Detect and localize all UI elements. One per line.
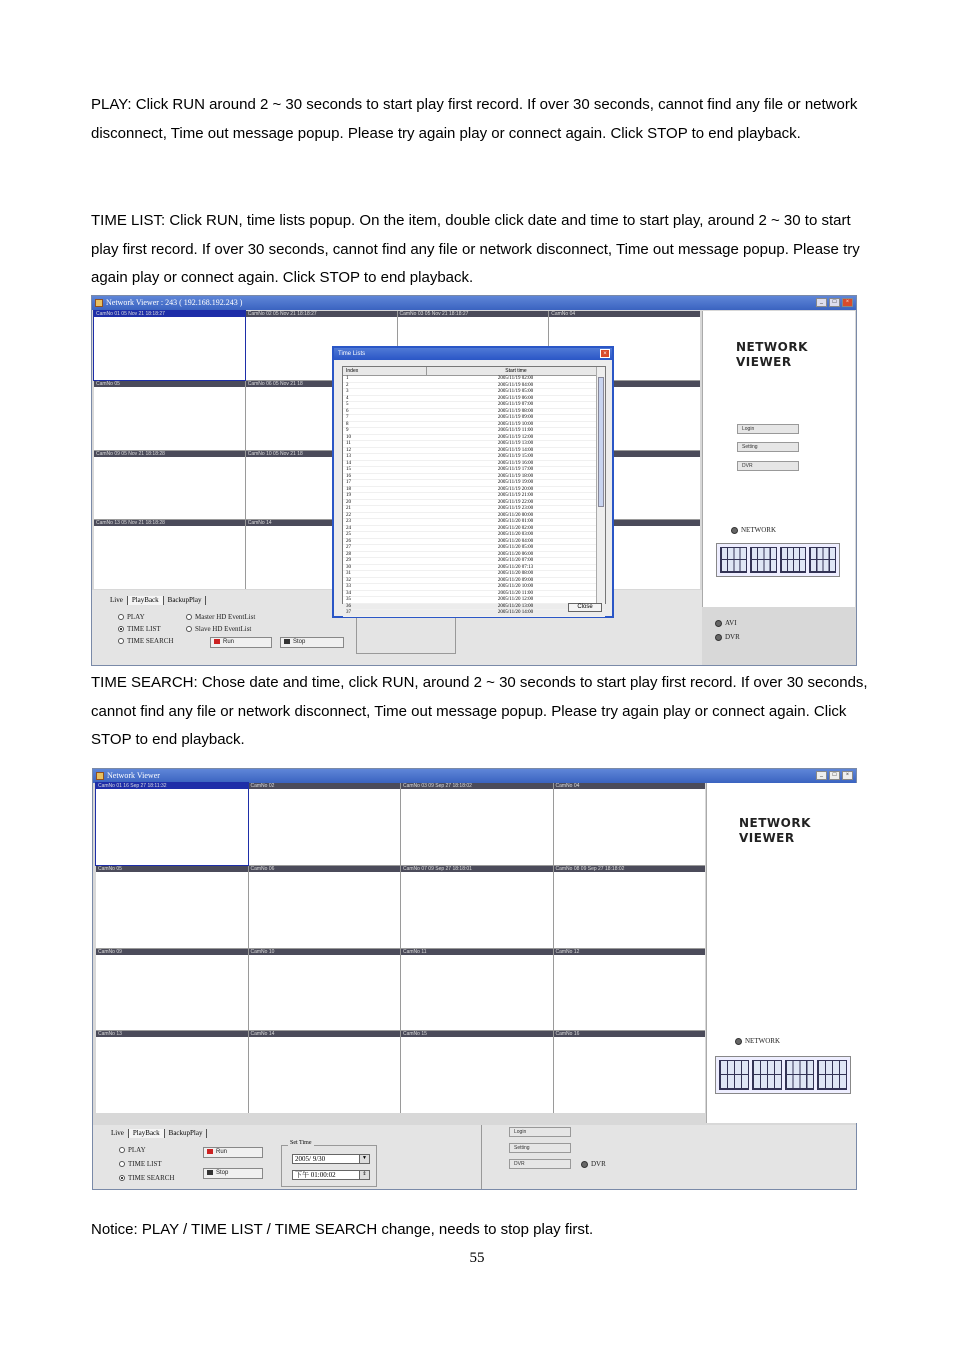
list-item[interactable] <box>343 610 605 617</box>
time-lists-dialog <box>332 346 614 618</box>
row-start-time: 2005/11/19 14:00 <box>497 447 534 453</box>
dvr-button[interactable]: DVR <box>509 1159 571 1169</box>
row-index: 35 <box>346 597 351 602</box>
row-index: 10 <box>346 434 351 440</box>
row-index: 30 <box>346 564 351 570</box>
row-index: 36 <box>346 603 351 609</box>
network-option[interactable]: NETWORK <box>731 526 776 534</box>
stop-icon <box>207 1170 213 1175</box>
side-panel <box>702 311 855 641</box>
row-index: 26 <box>346 538 351 544</box>
play-icon <box>207 1149 213 1154</box>
camera-cell[interactable] <box>96 949 248 1031</box>
row-index: 19 <box>346 493 351 498</box>
row-index: 16 <box>346 473 351 479</box>
layout-icon[interactable] <box>809 547 836 573</box>
camera-cell[interactable] <box>554 866 706 948</box>
playback-panel <box>93 1125 856 1189</box>
close-icon[interactable]: × <box>842 771 853 780</box>
option-time-list[interactable]: TIME LIST <box>119 1159 162 1169</box>
camera-label: CamNo 14 <box>249 1031 401 1037</box>
row-index: 37 <box>346 610 351 615</box>
column-start-time[interactable]: Start time <box>505 368 527 374</box>
dropdown-icon[interactable]: ▼ <box>359 1155 369 1163</box>
row-index: 4 <box>346 395 349 401</box>
row-start-time: 2005/11/20 06:00 <box>497 551 534 557</box>
camera-label: CamNo 09 <box>96 949 248 955</box>
network-option[interactable]: NETWORK <box>735 1037 780 1045</box>
camera-cell[interactable] <box>96 866 248 948</box>
camera-cell[interactable] <box>94 381 245 450</box>
camera-label: CamNo 06 05 Nov 21 18 <box>246 381 397 387</box>
layout-icon[interactable] <box>720 547 747 573</box>
option-master-hd[interactable]: Master HD EventList <box>186 612 255 622</box>
camera-cell[interactable] <box>554 1031 706 1113</box>
maximize-icon[interactable]: □ <box>829 298 840 307</box>
camera-label: CamNo 04 <box>549 311 700 317</box>
layout-icon[interactable] <box>780 547 807 573</box>
row-index: 34 <box>346 590 351 596</box>
camera-label: CamNo 14 <box>246 520 397 526</box>
camera-label: CamNo 13 <box>96 1031 248 1037</box>
app-icon <box>95 299 103 307</box>
camera-cell[interactable] <box>249 866 401 948</box>
tab-live[interactable]: Live <box>107 1129 129 1138</box>
run-button[interactable]: Run <box>210 637 272 648</box>
time-search-paragraph: TIME SEARCH: Chose date and time, click RUN, around 2 ~ 30 seconds to start play first record. If over 30 seconds, cannot find any file or network disconnect, Time out message popup. Please try again play or connect again. Click STOP to end playback. <box>91 674 868 748</box>
row-start-time: 2005/11/20 08:00 <box>497 571 534 576</box>
row-index: 14 <box>346 460 351 466</box>
layout-icon[interactable] <box>817 1060 847 1090</box>
row-start-time: 2005/11/19 22:00 <box>497 499 534 505</box>
camera-cell[interactable] <box>401 1031 553 1113</box>
option-play[interactable]: PLAY <box>119 1145 146 1155</box>
scroll-thumb[interactable] <box>598 377 604 507</box>
camera-label: CamNo 10 <box>249 949 401 955</box>
option-time-list[interactable]: TIME LIST <box>118 624 161 634</box>
row-start-time: 2005/11/20 12:00 <box>497 597 534 602</box>
tab-backupplay[interactable]: BackupPlay <box>165 1129 208 1138</box>
row-index: 3 <box>346 389 349 394</box>
close-icon[interactable]: × <box>600 349 610 358</box>
camera-grid <box>96 783 705 1113</box>
row-start-time: 2005/11/19 04:00 <box>497 382 534 388</box>
row-index: 7 <box>346 415 349 420</box>
camera-cell[interactable] <box>94 451 245 520</box>
row-start-time: 2005/11/19 19:00 <box>497 480 534 485</box>
window-title: Network Viewer : 243 ( 192.168.192.243 ) <box>106 298 243 307</box>
row-index: 6 <box>346 408 349 414</box>
window-titlebar <box>93 769 856 783</box>
row-start-time: 2005/11/19 23:00 <box>497 506 534 511</box>
row-index: 31 <box>346 571 351 576</box>
time-picker[interactable]: 下午 01:00:02 ⇕ <box>292 1170 370 1180</box>
row-start-time: 2005/11/19 20:00 <box>497 486 534 492</box>
layout-icon[interactable] <box>752 1060 782 1090</box>
screenshot-time-list <box>91 295 857 666</box>
scrollbar[interactable] <box>596 367 605 603</box>
option-time-search[interactable]: TIME SEARCH <box>118 636 173 646</box>
list-header <box>343 367 605 376</box>
row-index: 11 <box>346 441 351 446</box>
camera-cell[interactable] <box>554 783 706 865</box>
row-start-time: 2005/11/20 04:00 <box>497 538 534 544</box>
camera-cell[interactable] <box>249 949 401 1031</box>
close-icon[interactable]: × <box>842 298 853 307</box>
row-start-time: 2005/11/19 08:00 <box>497 408 534 414</box>
row-start-time: 2005/11/20 01:00 <box>497 519 534 524</box>
app-icon <box>96 772 104 780</box>
window-title: Network Viewer <box>107 771 160 780</box>
row-start-time: 2005/11/19 06:00 <box>497 395 534 401</box>
set-time-group: Set Time 2005/ 9/30 ▼ 下午 01:00:02 ⇕ <box>281 1145 377 1187</box>
row-start-time: 2005/11/19 21:00 <box>497 493 534 498</box>
row-start-time: 2005/11/19 17:00 <box>497 467 534 472</box>
camera-label: CamNo 02 05 Nov 21 18:18:27 <box>246 311 397 317</box>
login-button[interactable]: Login <box>509 1127 571 1137</box>
camera-cell[interactable] <box>94 311 245 380</box>
time-list-paragraph: TIME LIST: Click RUN, time lists popup. On the item, double click date and time to start play, around 2 ~ 30 to start play first record. If over 30 seconds, cannot find any file or network disconnect, Time out message popup. Please try again play or connect again. Click STOP to end playback. <box>91 212 860 286</box>
tab-playback[interactable]: PlayBack <box>128 596 164 605</box>
camera-label: CamNo 15 <box>401 1031 553 1037</box>
row-start-time: 2005/11/20 10:00 <box>497 584 534 589</box>
row-index: 21 <box>346 506 351 511</box>
row-start-time: 2005/11/19 13:00 <box>497 441 534 446</box>
row-index: 22 <box>346 512 351 518</box>
camera-label: CamNo 03 05 Nov 21 18:18:27 <box>398 311 549 317</box>
radio-icon <box>735 1038 742 1045</box>
screenshot-time-search <box>92 768 857 1190</box>
network-viewer-logo: NETWORK VIEWER <box>739 816 811 845</box>
row-index: 27 <box>346 545 351 550</box>
dvr-option[interactable]: DVR <box>715 633 740 641</box>
tab-live[interactable]: Live <box>106 596 128 605</box>
row-start-time: 2005/11/19 18:00 <box>497 473 534 479</box>
camera-label: CamNo 01 05 Nov 21 18:18:27 <box>94 311 245 317</box>
camera-label: CamNo 06 <box>249 866 401 872</box>
camera-label: CamNo 16 <box>554 1031 706 1037</box>
camera-label: CamNo 01 16 Sep 27 18:11:32 <box>96 783 248 789</box>
row-start-time: 2005/11/19 15:00 <box>497 454 534 459</box>
camera-cell[interactable] <box>554 949 706 1031</box>
window-titlebar <box>92 296 856 310</box>
row-start-time: 2005/11/20 09:00 <box>497 577 534 583</box>
layout-icon[interactable] <box>785 1060 815 1090</box>
side-panel <box>706 783 857 1123</box>
stop-icon <box>284 639 290 644</box>
avi-option[interactable]: AVI <box>715 619 737 627</box>
spinner-icon[interactable]: ⇕ <box>359 1171 369 1179</box>
camera-cell[interactable] <box>249 783 401 865</box>
stop-button[interactable]: Stop <box>203 1168 263 1179</box>
radio-icon <box>731 527 738 534</box>
row-index: 12 <box>346 447 351 453</box>
minimize-icon[interactable]: _ <box>816 771 827 780</box>
row-index: 29 <box>346 558 351 563</box>
row-index: 32 <box>346 577 351 583</box>
row-start-time: 2005/11/20 07:00 <box>497 558 534 563</box>
play-paragraph: PLAY: Click RUN around 2 ~ 30 seconds to start play first record. If over 30 seconds, cannot find any file or network disconnect, Time out message popup. Please try again play or connect again. Click STOP to end playback. <box>91 96 858 142</box>
camera-label: CamNo 05 <box>96 866 248 872</box>
row-index: 33 <box>346 584 351 589</box>
layout-selector[interactable] <box>715 1056 851 1094</box>
row-start-time: 2005/11/20 11:00 <box>497 590 534 596</box>
login-button[interactable]: Login <box>737 424 799 434</box>
camera-cell[interactable] <box>94 520 245 589</box>
row-start-time: 2005/11/20 13:00 <box>497 603 534 609</box>
radio-icon <box>581 1161 588 1168</box>
network-viewer-logo: NETWORK VIEWER <box>736 340 808 369</box>
camera-cell[interactable] <box>249 1031 401 1113</box>
row-index: 2 <box>346 382 349 388</box>
row-start-time: 2005/11/20 05:00 <box>497 545 534 550</box>
dvr-button[interactable]: DVR <box>737 461 799 471</box>
row-start-time: 2005/11/20 00:00 <box>497 512 534 518</box>
run-button[interactable]: Run <box>203 1147 263 1158</box>
row-start-time: 2005/11/19 02:00 <box>497 376 534 381</box>
row-index: 28 <box>346 551 351 557</box>
row-start-time: 2005/11/19 10:00 <box>497 421 534 427</box>
camera-label: CamNo 03 09 Sep 27 18:18:02 <box>401 783 553 789</box>
camera-label: CamNo 12 <box>554 949 706 955</box>
option-play[interactable]: PLAY <box>118 612 145 622</box>
row-index: 18 <box>346 486 351 492</box>
setting-button[interactable]: Setting <box>509 1143 571 1153</box>
column-index[interactable]: Index <box>343 367 427 375</box>
row-start-time: 2005/11/19 16:00 <box>497 460 534 466</box>
row-index: 24 <box>346 525 351 531</box>
layout-icon[interactable] <box>719 1060 749 1090</box>
row-index: 13 <box>346 454 351 459</box>
camera-cell[interactable] <box>401 949 553 1031</box>
setting-button[interactable]: Setting <box>737 442 799 452</box>
minimize-icon[interactable]: _ <box>816 298 827 307</box>
camera-label: CamNo 04 <box>554 783 706 789</box>
row-index: 25 <box>346 532 351 537</box>
row-index: 1 <box>346 376 349 381</box>
row-start-time: 2005/11/20 07:13 <box>497 564 534 570</box>
date-picker[interactable]: 2005/ 9/30 ▼ <box>292 1154 370 1164</box>
option-slave-hd[interactable]: Slave HD EventList <box>186 624 251 634</box>
row-start-time: 2005/11/19 12:00 <box>497 434 534 440</box>
row-start-time: 2005/11/20 14:00 <box>497 610 534 615</box>
row-start-time: 2005/11/20 02:00 <box>497 525 534 531</box>
row-index: 23 <box>346 519 351 524</box>
camera-label: CamNo 02 <box>249 783 401 789</box>
camera-cell[interactable] <box>401 866 553 948</box>
row-index: 17 <box>346 480 351 485</box>
row-start-time: 2005/11/19 07:00 <box>497 402 534 407</box>
camera-cell[interactable] <box>401 783 553 865</box>
stop-button[interactable]: Stop <box>280 637 344 648</box>
camera-label: CamNo 08 09 Sep 27 18:18:02 <box>554 866 706 872</box>
row-index: 5 <box>346 402 349 407</box>
row-start-time: 2005/11/20 03:00 <box>497 532 534 537</box>
tab-backupplay[interactable]: BackupPlay <box>164 596 207 605</box>
play-icon <box>214 639 220 644</box>
dialog-titlebar: Time Lists × <box>334 348 612 360</box>
camera-label: CamNo 11 <box>401 949 553 955</box>
camera-label: CamNo 10 05 Nov 21 18 <box>246 451 397 457</box>
camera-cell[interactable] <box>96 783 248 865</box>
layout-selector[interactable] <box>716 543 840 577</box>
camera-label: CamNo 05 <box>94 381 245 387</box>
close-button[interactable]: Close <box>568 603 602 612</box>
row-start-time: 2005/11/19 11:00 <box>497 428 534 433</box>
row-index: 8 <box>346 421 349 427</box>
camera-label: CamNo 13 05 Nov 21 18:18:28 <box>94 520 245 526</box>
row-index: 20 <box>346 499 351 505</box>
row-start-time: 2005/11/19 09:00 <box>497 415 534 420</box>
mode-tabs <box>106 596 206 605</box>
row-index: 15 <box>346 467 351 472</box>
notice-paragraph: Notice: PLAY / TIME LIST / TIME SEARCH change, needs to stop play first. <box>91 1221 594 1238</box>
radio-icon <box>715 634 722 641</box>
row-index: 9 <box>346 428 349 433</box>
page-number: 55 <box>469 1250 485 1266</box>
maximize-icon[interactable]: □ <box>829 771 840 780</box>
radio-icon <box>715 620 722 627</box>
camera-label: CamNo 07 09 Sep 27 18:18:01 <box>401 866 553 872</box>
option-time-search[interactable]: TIME SEARCH <box>119 1173 174 1183</box>
row-start-time: 2005/11/19 05:00 <box>497 389 534 394</box>
tab-playback[interactable]: PlayBack <box>129 1129 165 1138</box>
camera-cell[interactable] <box>96 1031 248 1113</box>
camera-label: CamNo 09 05 Nov 21 18:18:28 <box>94 451 245 457</box>
mode-tabs <box>107 1129 207 1138</box>
layout-icon[interactable] <box>750 547 777 573</box>
dvr-option[interactable]: DVR <box>581 1160 606 1168</box>
set-time-group <box>356 614 456 654</box>
